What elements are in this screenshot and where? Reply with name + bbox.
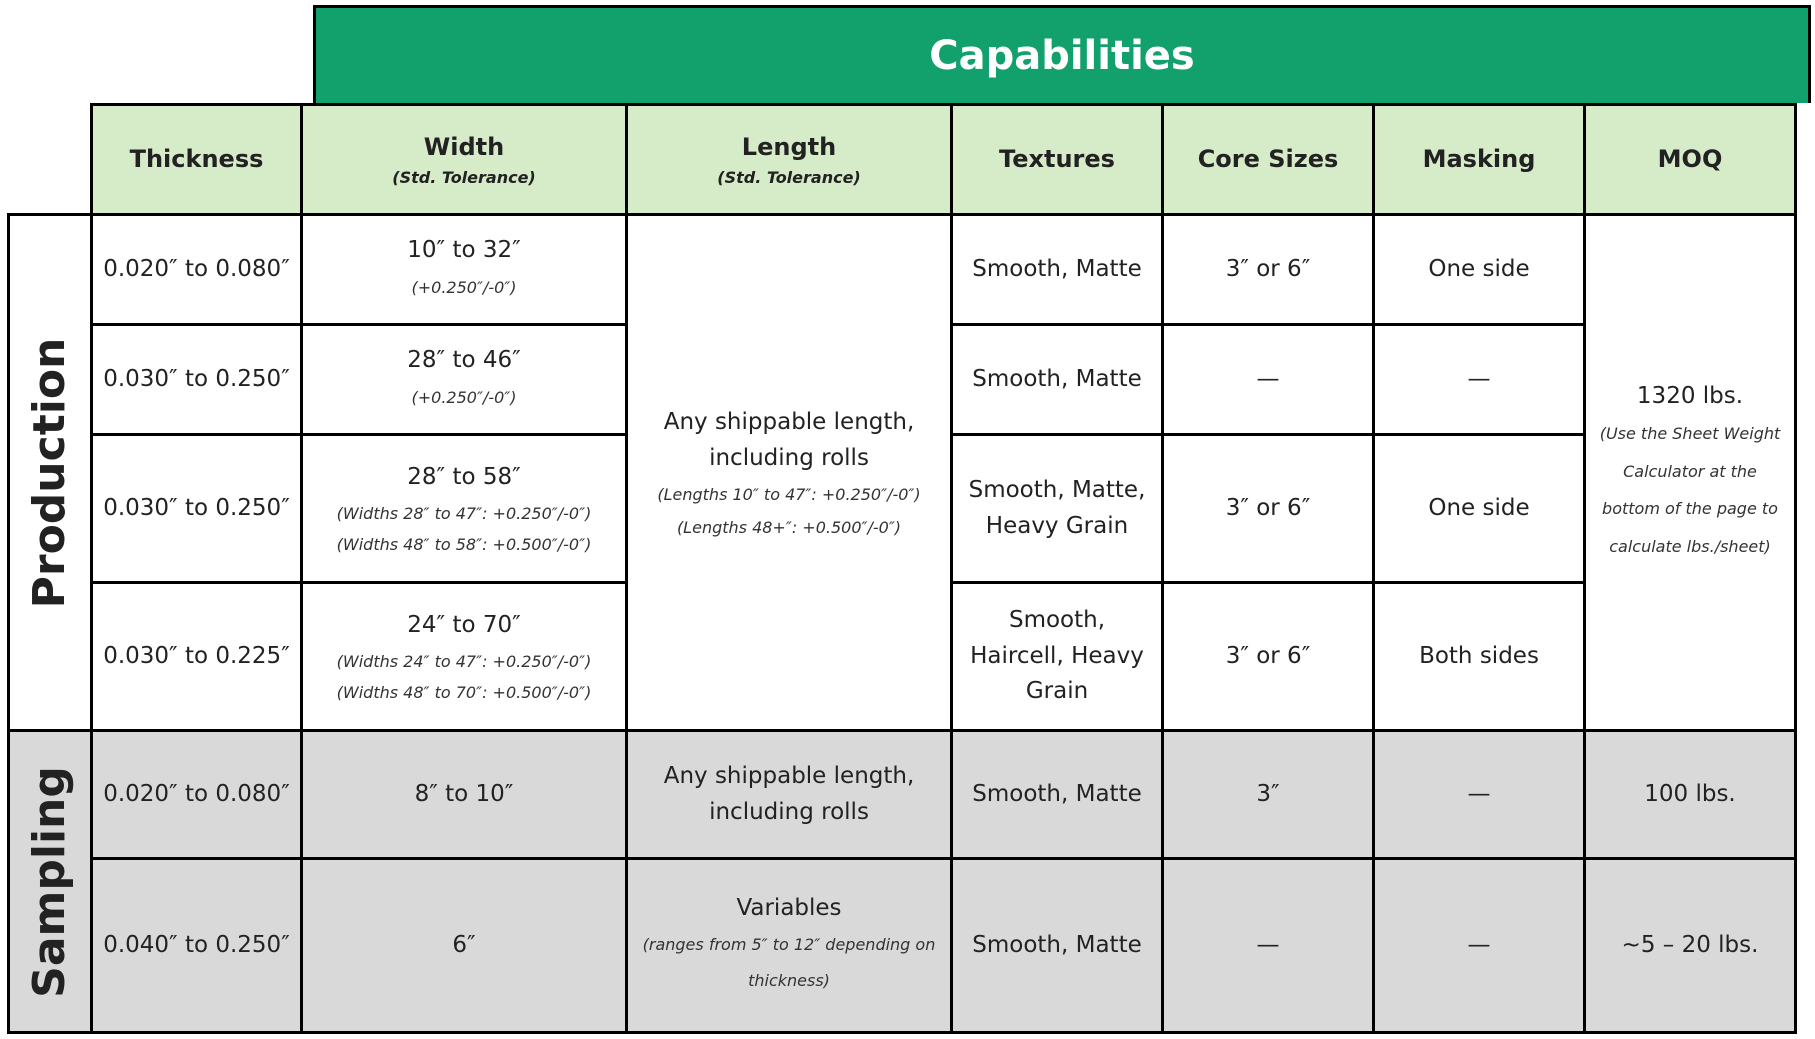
masking-cell: — [1374,859,1585,1033]
textures-cell: Smooth, Matte [952,731,1163,859]
masking-cell: — [1374,325,1585,435]
capabilities-table [7,103,1797,1034]
core-sizes-cell: 3″ [1163,731,1374,859]
moq-cell: ~5 – 20 lbs. [1585,859,1796,1033]
core-sizes-cell: 3″ or 6″ [1163,215,1374,325]
width-cell: 24″ to 70″ (Widths 24″ to 47″: +0.250″/-0″) (Widths 48″ to 70″: +0.500″/-0″) [302,583,627,731]
sampling-section-label: Sampling [9,731,92,1033]
core-sizes-cell: 3″ or 6″ [1163,583,1374,731]
thickness-cell: 0.030″ to 0.250″ [92,325,302,435]
length-cell: Any shippable length, including rolls [627,731,952,859]
masking-cell: One side [1374,435,1585,583]
header-textures: Textures [952,105,1163,215]
masking-cell: — [1374,731,1585,859]
width-cell: 28″ to 58″ (Widths 28″ to 47″: +0.250″/-0″) (Widths 48″ to 58″: +0.500″/-0″) [302,435,627,583]
production-moq-cell: 1320 lbs. (Use the Sheet Weight Calculator at the bottom of the page to calculate lbs./sheet) [1585,215,1796,731]
header-width: Width (Std. Tolerance) [302,105,627,215]
textures-cell: Smooth, Matte [952,859,1163,1033]
textures-cell: Smooth, Matte, Heavy Grain [952,435,1163,583]
header-masking: Masking [1374,105,1585,215]
masking-cell: Both sides [1374,583,1585,731]
corner-blank [9,105,92,215]
thickness-cell: 0.020″ to 0.080″ [92,731,302,859]
header-core-sizes: Core Sizes [1163,105,1374,215]
width-cell: 6″ [302,859,627,1033]
core-sizes-cell: — [1163,325,1374,435]
thickness-cell: 0.020″ to 0.080″ [92,215,302,325]
capabilities-banner: Capabilities [313,5,1811,103]
header-length: Length (Std. Tolerance) [627,105,952,215]
width-cell: 28″ to 46″ (+0.250″/-0″) [302,325,627,435]
masking-cell: One side [1374,215,1585,325]
capabilities-table-frame [7,5,1811,1035]
textures-cell: Smooth, Haircell, Heavy Grain [952,583,1163,731]
header-thickness: Thickness [92,105,302,215]
production-section-label: Production [9,215,92,731]
production-length-cell: Any shippable length, including rolls (Lengths 10″ to 47″: +0.250″/-0″) (Lengths 48+″: +0.500″/-0″) [627,215,952,731]
moq-cell: 100 lbs. [1585,731,1796,859]
width-cell: 8″ to 10″ [302,731,627,859]
sampling-row [9,859,1796,1033]
width-cell: 10″ to 32″ (+0.250″/-0″) [302,215,627,325]
thickness-cell: 0.040″ to 0.250″ [92,859,302,1033]
core-sizes-cell: 3″ or 6″ [1163,435,1374,583]
textures-cell: Smooth, Matte [952,215,1163,325]
thickness-cell: 0.030″ to 0.225″ [92,583,302,731]
production-row [9,215,1796,325]
thickness-cell: 0.030″ to 0.250″ [92,435,302,583]
textures-cell: Smooth, Matte [952,325,1163,435]
length-cell: Variables (ranges from 5″ to 12″ depending on thickness) [627,859,952,1033]
header-moq: MOQ [1585,105,1796,215]
sampling-row [9,731,1796,859]
header-row [9,105,1796,215]
core-sizes-cell: — [1163,859,1374,1033]
